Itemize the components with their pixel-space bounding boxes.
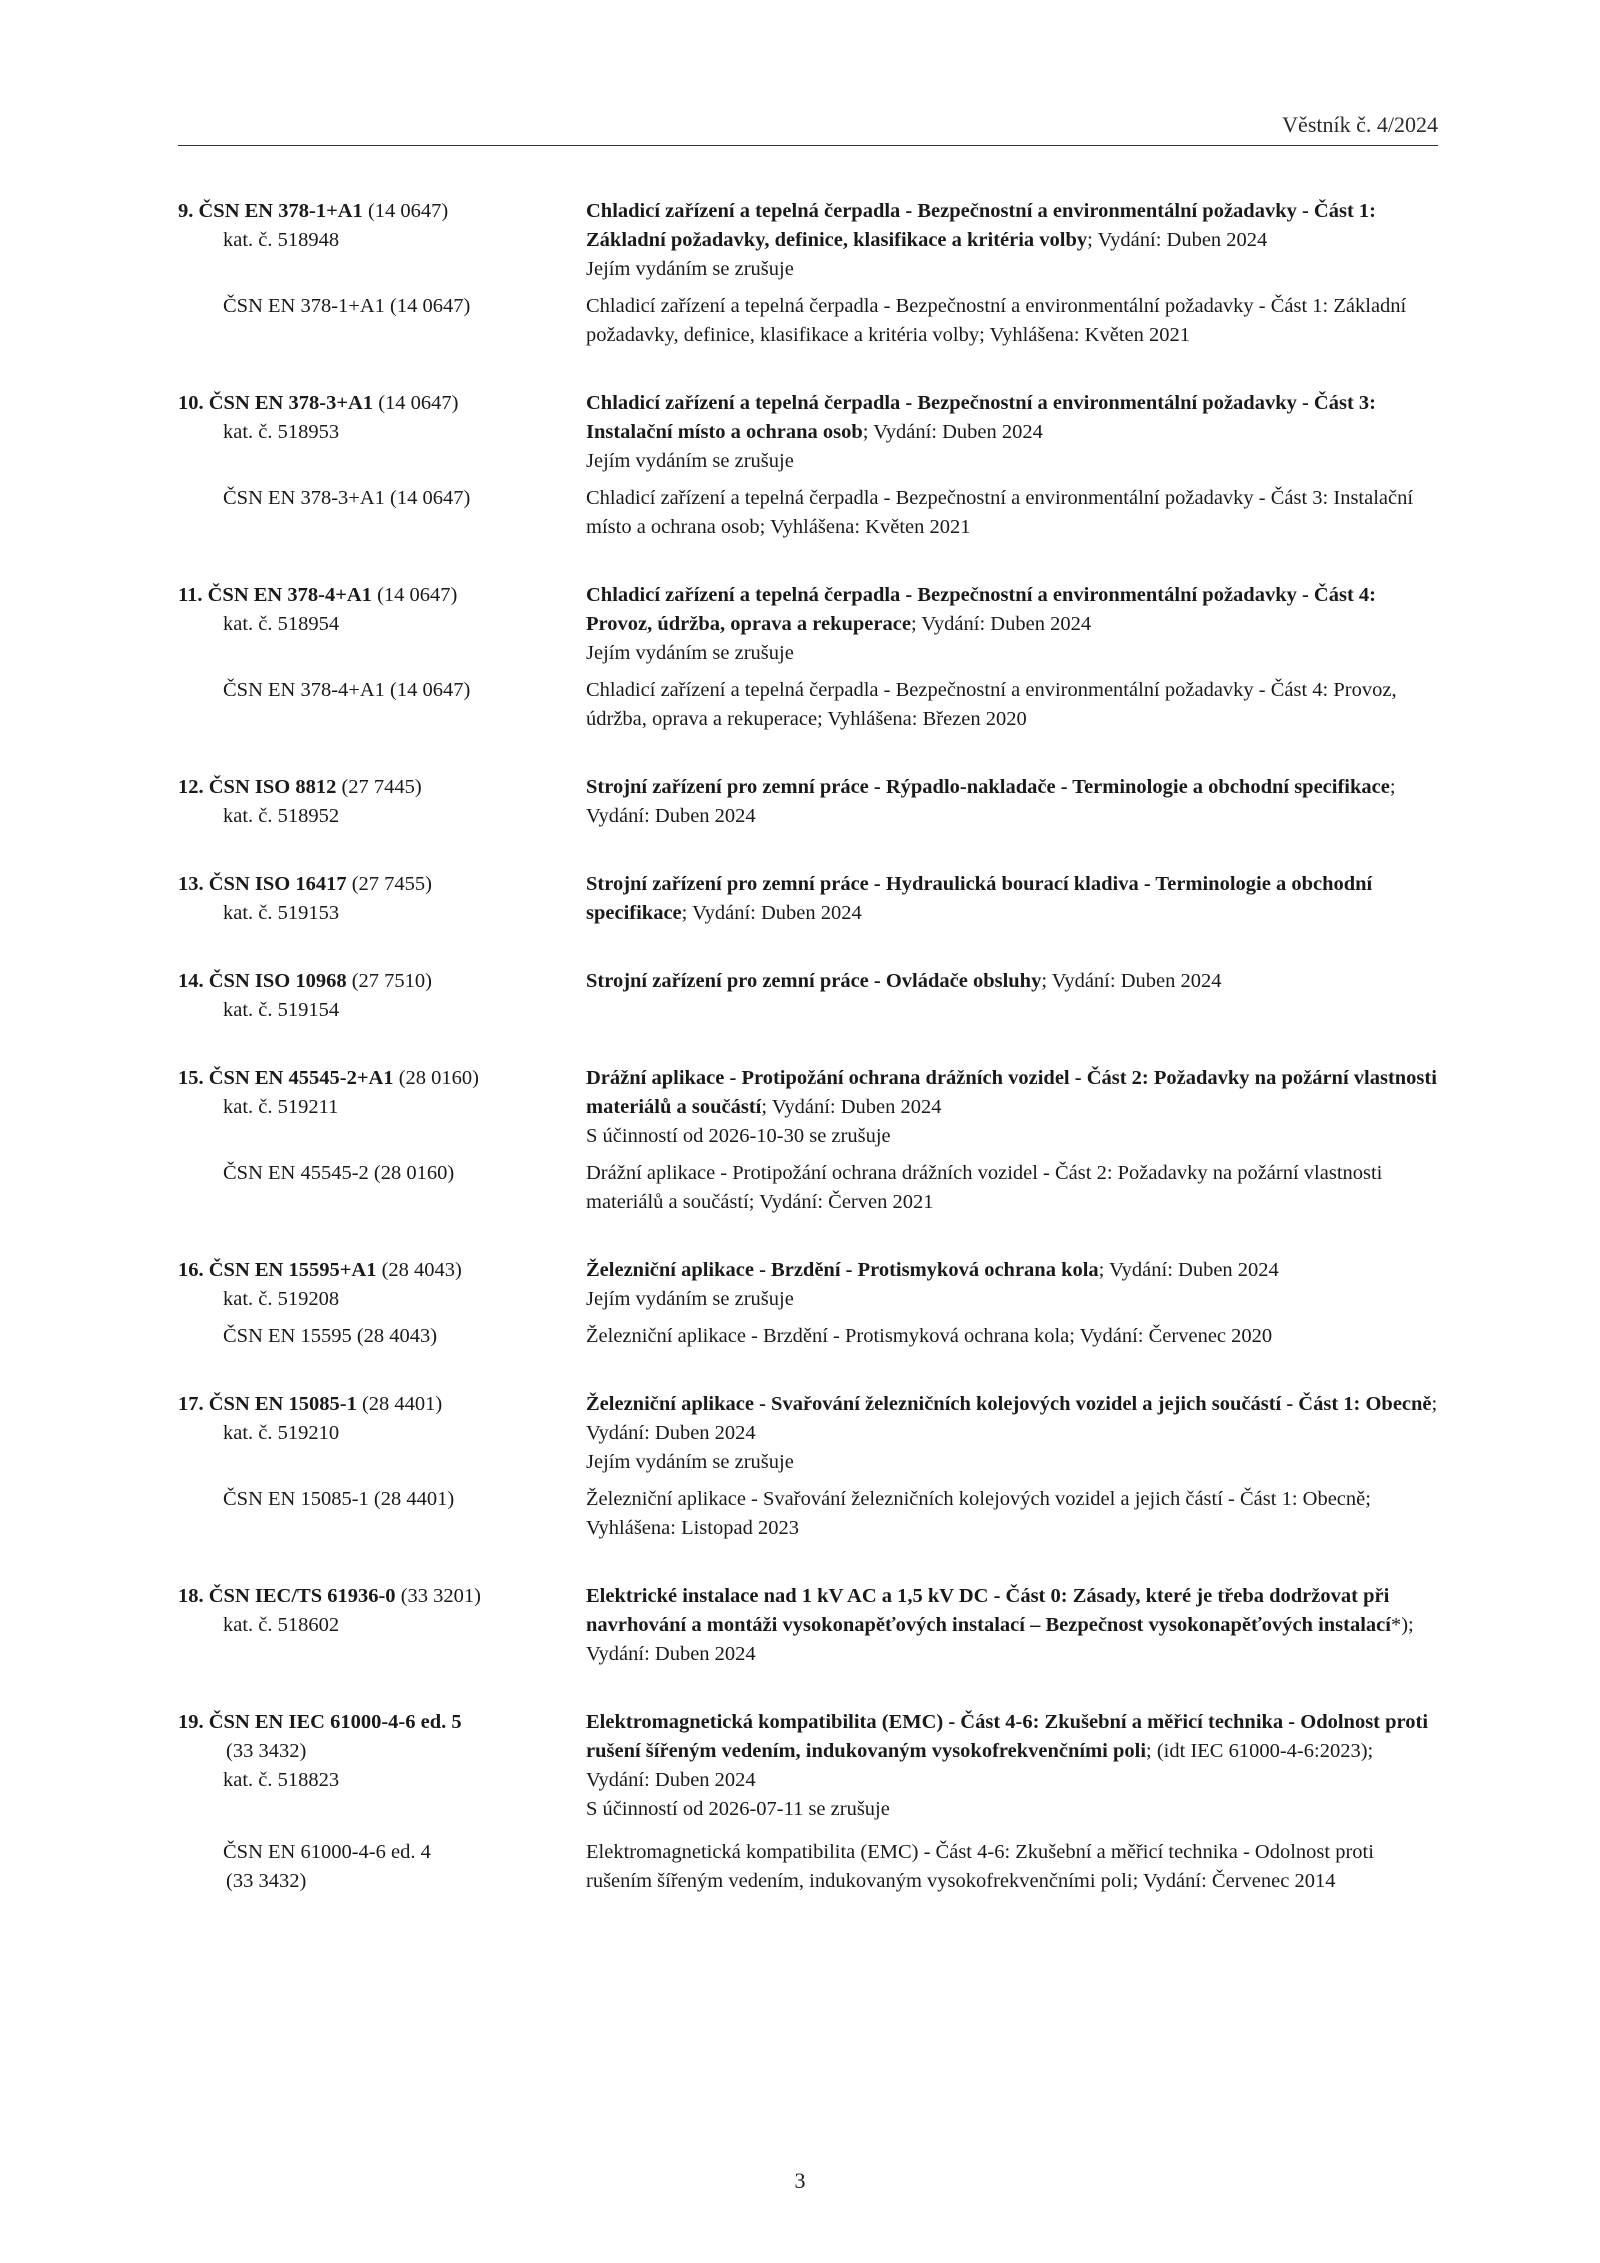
cancellation-note: Jejím vydáním se zrušuje xyxy=(586,642,794,664)
entry-number: 14. xyxy=(178,970,204,992)
replaced-standard-id: ČSN EN 15085-1 (28 4401) xyxy=(223,1488,455,1510)
classification-code: (27 7510) xyxy=(346,970,432,992)
classification-code: (27 7455) xyxy=(346,873,432,895)
standard-id: ČSN EN 378-1+A1 xyxy=(198,200,363,222)
entry-number: 17. xyxy=(178,1393,204,1415)
classification-code: (14 0647) xyxy=(371,584,458,606)
cancellation-note: Jejím vydáním se zrušuje xyxy=(586,1451,794,1473)
entry-number: 9. xyxy=(178,200,194,222)
catalog-number: kat. č. 519211 xyxy=(223,1096,339,1118)
entry-number: 15. xyxy=(178,1067,204,1089)
standard-entry-9 xyxy=(178,197,1440,350)
replaced-standard-id: ČSN EN 378-1+A1 (14 0647) xyxy=(223,295,471,317)
standard-title: Strojní zařízení pro zemní práce - Ovládače obsluhy xyxy=(586,970,1042,992)
classification-code: (33 3432) xyxy=(226,1740,307,1762)
standard-id: ČSN EN 45545-2+A1 xyxy=(208,1067,394,1089)
classification-code: (27 7445) xyxy=(336,776,422,798)
standard-title: Elektrické instalace nad 1 kV AC a 1,5 kV DC - Část 0: Zásady, které je třeba dodržovat při navrhování a montáži vysokonapěťových instalací – Bezpečnost vysokonapěťových instalací xyxy=(586,1585,1391,1636)
standard-entry-10 xyxy=(178,389,1440,542)
replaced-standard-id: ČSN EN 45545-2 (28 0160) xyxy=(223,1162,455,1184)
standard-entry-18 xyxy=(178,1582,1440,1669)
classification-code: (28 4401) xyxy=(356,1393,443,1415)
catalog-number: kat. č. 518602 xyxy=(223,1614,340,1636)
catalog-number: kat. č. 519153 xyxy=(223,902,340,924)
issue-info: ; Vydání: Duben 2024 xyxy=(1087,229,1268,251)
catalog-number: kat. č. 518954 xyxy=(223,613,340,635)
standard-entry-13 xyxy=(178,870,1440,928)
standard-entry-16 xyxy=(178,1256,1440,1351)
standard-id: ČSN EN 378-4+A1 xyxy=(207,584,372,606)
catalog-number: kat. č. 518948 xyxy=(223,229,340,251)
replaced-standard-text: Chladicí zařízení a tepelná čerpadla - Bezpečnostní a environmentální požadavky - Část 1: Základní požadavky, definice, klasifikace a kritéria volby; Vyhlášena: Květen 2021 xyxy=(586,295,1407,346)
classification-code: (28 0160) xyxy=(393,1067,479,1089)
cancellation-note: Jejím vydáním se zrušuje xyxy=(586,1288,794,1310)
standard-id: ČSN EN 15595+A1 xyxy=(208,1259,377,1281)
classification-code: (33 3201) xyxy=(395,1585,481,1607)
catalog-number: kat. č. 519210 xyxy=(223,1422,340,1444)
standard-title: Železniční aplikace - Svařování železničních kolejových vozidel a jejich součástí - Část 1: Obecně xyxy=(586,1393,1432,1415)
replaced-standard-id: ČSN EN 61000-4-6 ed. 4 xyxy=(223,1841,431,1863)
replaced-standard-id: ČSN EN 378-3+A1 (14 0647) xyxy=(223,487,471,509)
standard-title: Chladicí zařízení a tepelná čerpadla - Bezpečnostní a environmentální požadavky - Část 1: Základní požadavky, definice, klasifikace a kritéria volby xyxy=(586,200,1376,251)
replaced-standard-text: Chladicí zařízení a tepelná čerpadla - Bezpečnostní a environmentální požadavky - Část 3: Instalační místo a ochrana osob; Vyhlášena: Květen 2021 xyxy=(586,487,1414,538)
replaced-standard-text: Železniční aplikace - Svařování železničních kolejových vozidel a jejich částí - Část 1: Obecně; Vyhlášena: Listopad 2023 xyxy=(586,1488,1371,1539)
replaced-standard-id: ČSN EN 378-4+A1 (14 0647) xyxy=(223,679,471,701)
standard-entry-12 xyxy=(178,773,1440,831)
standard-entry-14 xyxy=(178,967,1440,1025)
issue-info: *); Vydání: Duben 2024 xyxy=(586,1614,1414,1665)
catalog-number: kat. č. 519208 xyxy=(223,1288,340,1310)
entry-number: 11. xyxy=(178,584,203,606)
entry-number: 13. xyxy=(178,873,204,895)
classification-code: (14 0647) xyxy=(373,392,459,414)
standard-entry-15 xyxy=(178,1064,1440,1217)
issue-info: ; (idt IEC 61000-4-6:2023); Vydání: Duben 2024 xyxy=(586,1740,1374,1791)
standard-id: ČSN IEC/TS 61936-0 xyxy=(208,1585,396,1607)
standard-title: Drážní aplikace - Protipožání ochrana drážních vozidel - Část 2: Požadavky na požární vlastnosti materiálů a součástí xyxy=(586,1067,1437,1118)
catalog-number: kat. č. 518953 xyxy=(223,421,340,443)
replaced-standard-text: Drážní aplikace - Protipožání ochrana drážních vozidel - Část 2: Požadavky na požární vlastnosti materiálů a součástí; Vydání: Červen 2021 xyxy=(586,1162,1383,1213)
replaced-standard-text: Chladicí zařízení a tepelná čerpadla - Bezpečnostní a environmentální požadavky - Část 4: Provoz, údržba, oprava a rekuperace; Vyhlášena: Březen 2020 xyxy=(586,679,1397,730)
entry-number: 19. xyxy=(178,1711,204,1733)
standard-title: Chladicí zařízení a tepelná čerpadla - Bezpečnostní a environmentální požadavky - Část 4: Provoz, údržba, oprava a rekuperace xyxy=(586,584,1376,635)
issue-info: ; Vydání: Duben 2024 xyxy=(910,613,1092,635)
standard-title: Železniční aplikace - Brzdění - Protismyková ochrana kola xyxy=(586,1259,1099,1281)
catalog-number: kat. č. 518952 xyxy=(223,805,340,827)
standard-entry-11 xyxy=(178,581,1440,734)
cancellation-note: S účinností od 2026-07-11 se zrušuje xyxy=(586,1798,890,1820)
entry-number: 10. xyxy=(178,392,204,414)
issue-info: ; Vydání: Duben 2024 xyxy=(761,1096,942,1118)
catalog-number: kat. č. 519154 xyxy=(223,999,340,1021)
standard-entry-19 xyxy=(178,1708,1440,1896)
replaced-standard-text: Elektromagnetická kompatibilita (EMC) - Část 4-6: Zkušební a měřicí technika - Odolnost proti rušením šířeným vedením, indukovaným vysokofrekvenčními poli; Vydání: Červenec 2014 xyxy=(586,1841,1374,1892)
standard-id: ČSN EN 15085-1 xyxy=(208,1393,357,1415)
standards-list xyxy=(178,197,1440,1935)
standard-title: Strojní zařízení pro zemní práce - Rýpadlo-nakladače - Terminologie a obchodní specifikace xyxy=(586,776,1390,798)
entry-number: 12. xyxy=(178,776,204,798)
classification-code: (28 4043) xyxy=(376,1259,462,1281)
issue-info: ; Vydání: Duben 2024 xyxy=(586,776,1396,827)
cancellation-note: Jejím vydáním se zrušuje xyxy=(586,450,794,472)
cancellation-note: S účinností od 2026-10-30 se zrušuje xyxy=(586,1125,891,1147)
entry-number: 18. xyxy=(178,1585,204,1607)
journal-header: Věstník č. 4/2024 xyxy=(1282,112,1438,137)
issue-info: ; Vydání: Duben 2024 xyxy=(586,1393,1438,1444)
cancellation-note: Jejím vydáním se zrušuje xyxy=(586,258,794,280)
standard-id: ČSN ISO 10968 xyxy=(208,970,347,992)
catalog-number: kat. č. 518823 xyxy=(223,1769,340,1791)
replaced-standard-id: ČSN EN 15595 (28 4043) xyxy=(223,1325,438,1347)
standard-title: Elektromagnetická kompatibilita (EMC) - Část 4-6: Zkušební a měřicí technika - Odolnost proti rušení šířeným vedením, indukovaným vysokofrekvenčními poli xyxy=(586,1711,1429,1762)
standard-entry-17 xyxy=(178,1390,1440,1543)
entry-number: 16. xyxy=(178,1259,204,1281)
standard-id: ČSN ISO 8812 xyxy=(208,776,337,798)
issue-info: ; Vydání: Duben 2024 xyxy=(862,421,1043,443)
standard-id: ČSN ISO 16417 xyxy=(208,873,347,895)
replaced-classification-code: (33 3432) xyxy=(226,1870,307,1892)
standard-id: ČSN EN IEC 61000-4-6 ed. 5 xyxy=(208,1711,462,1733)
issue-info: ; Vydání: Duben 2024 xyxy=(1041,970,1222,992)
header-rule xyxy=(178,145,1438,146)
page-number: 3 xyxy=(794,2168,806,2193)
issue-info: ; Vydání: Duben 2024 xyxy=(1098,1259,1279,1281)
replaced-standard-text: Železniční aplikace - Brzdění - Protismyková ochrana kola; Vydání: Červenec 2020 xyxy=(586,1325,1273,1347)
standard-title: Strojní zařízení pro zemní práce - Hydraulická bourací kladiva - Terminologie a obchodní specifikace xyxy=(586,873,1373,924)
standard-id: ČSN EN 378-3+A1 xyxy=(208,392,374,414)
issue-info: ; Vydání: Duben 2024 xyxy=(681,902,862,924)
standard-title: Chladicí zařízení a tepelná čerpadla - Bezpečnostní a environmentální požadavky - Část 3: Instalační místo a ochrana osob xyxy=(586,392,1376,443)
classification-code: (14 0647) xyxy=(362,200,449,222)
